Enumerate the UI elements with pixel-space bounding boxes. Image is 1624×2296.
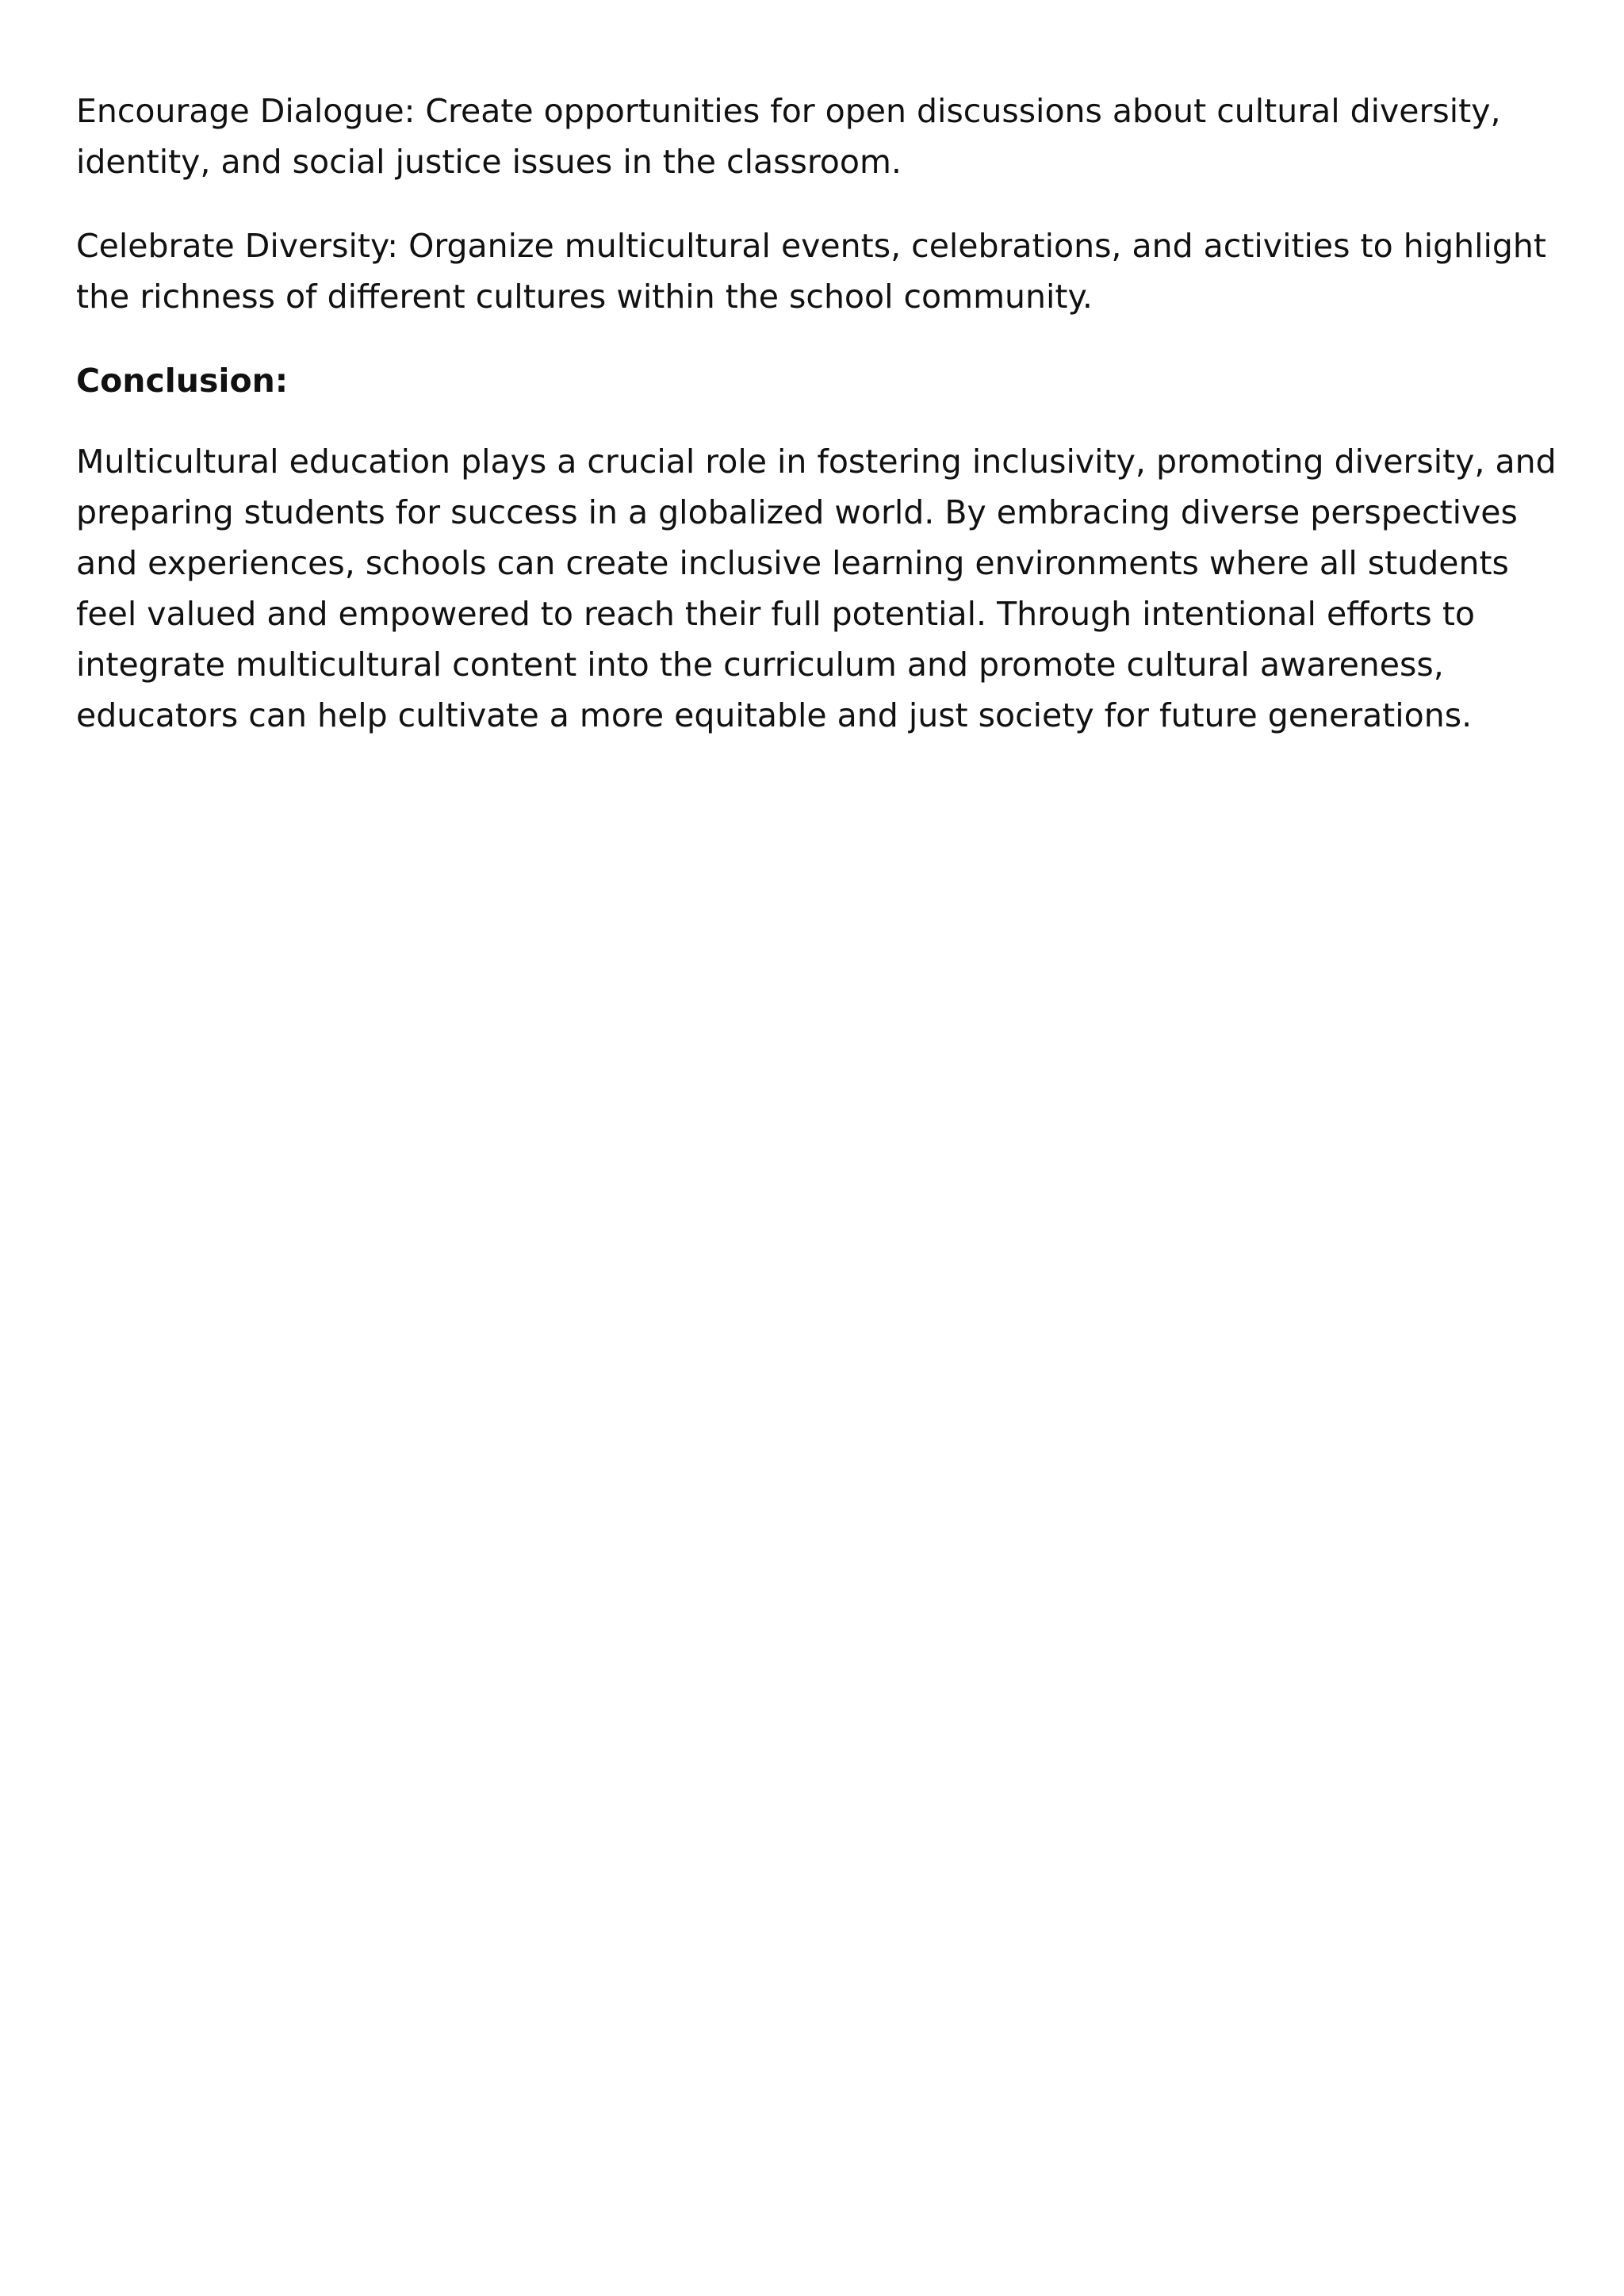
paragraph-encourage-dialogue: Encourage Dialogue: Create opportunities for open discussions about cultural diversity, identity, and social justice issues in the classroom.	[76, 92, 1501, 181]
conclusion-paragraph: Multicultural education plays a crucial role in fostering inclusivity, promoting diversity, and preparing students for success in a globalized world. By embracing diverse perspectives and experiences, schools can create inclusive learning environments where all students feel valued and empowered to reach their full potential. Through intentional efforts to integrate multicultural content into the curriculum and promote cultural awareness, educators can help cultivate a more equitable and just society for future generations.	[76, 443, 1557, 734]
conclusion-heading: Conclusion:	[76, 362, 289, 400]
paragraph-celebrate-diversity: Celebrate Diversity: Organize multicultural events, celebrations, and activities to highlight the richness of different cultures within the school community.	[76, 227, 1546, 316]
document-page	[76, 86, 1575, 774]
